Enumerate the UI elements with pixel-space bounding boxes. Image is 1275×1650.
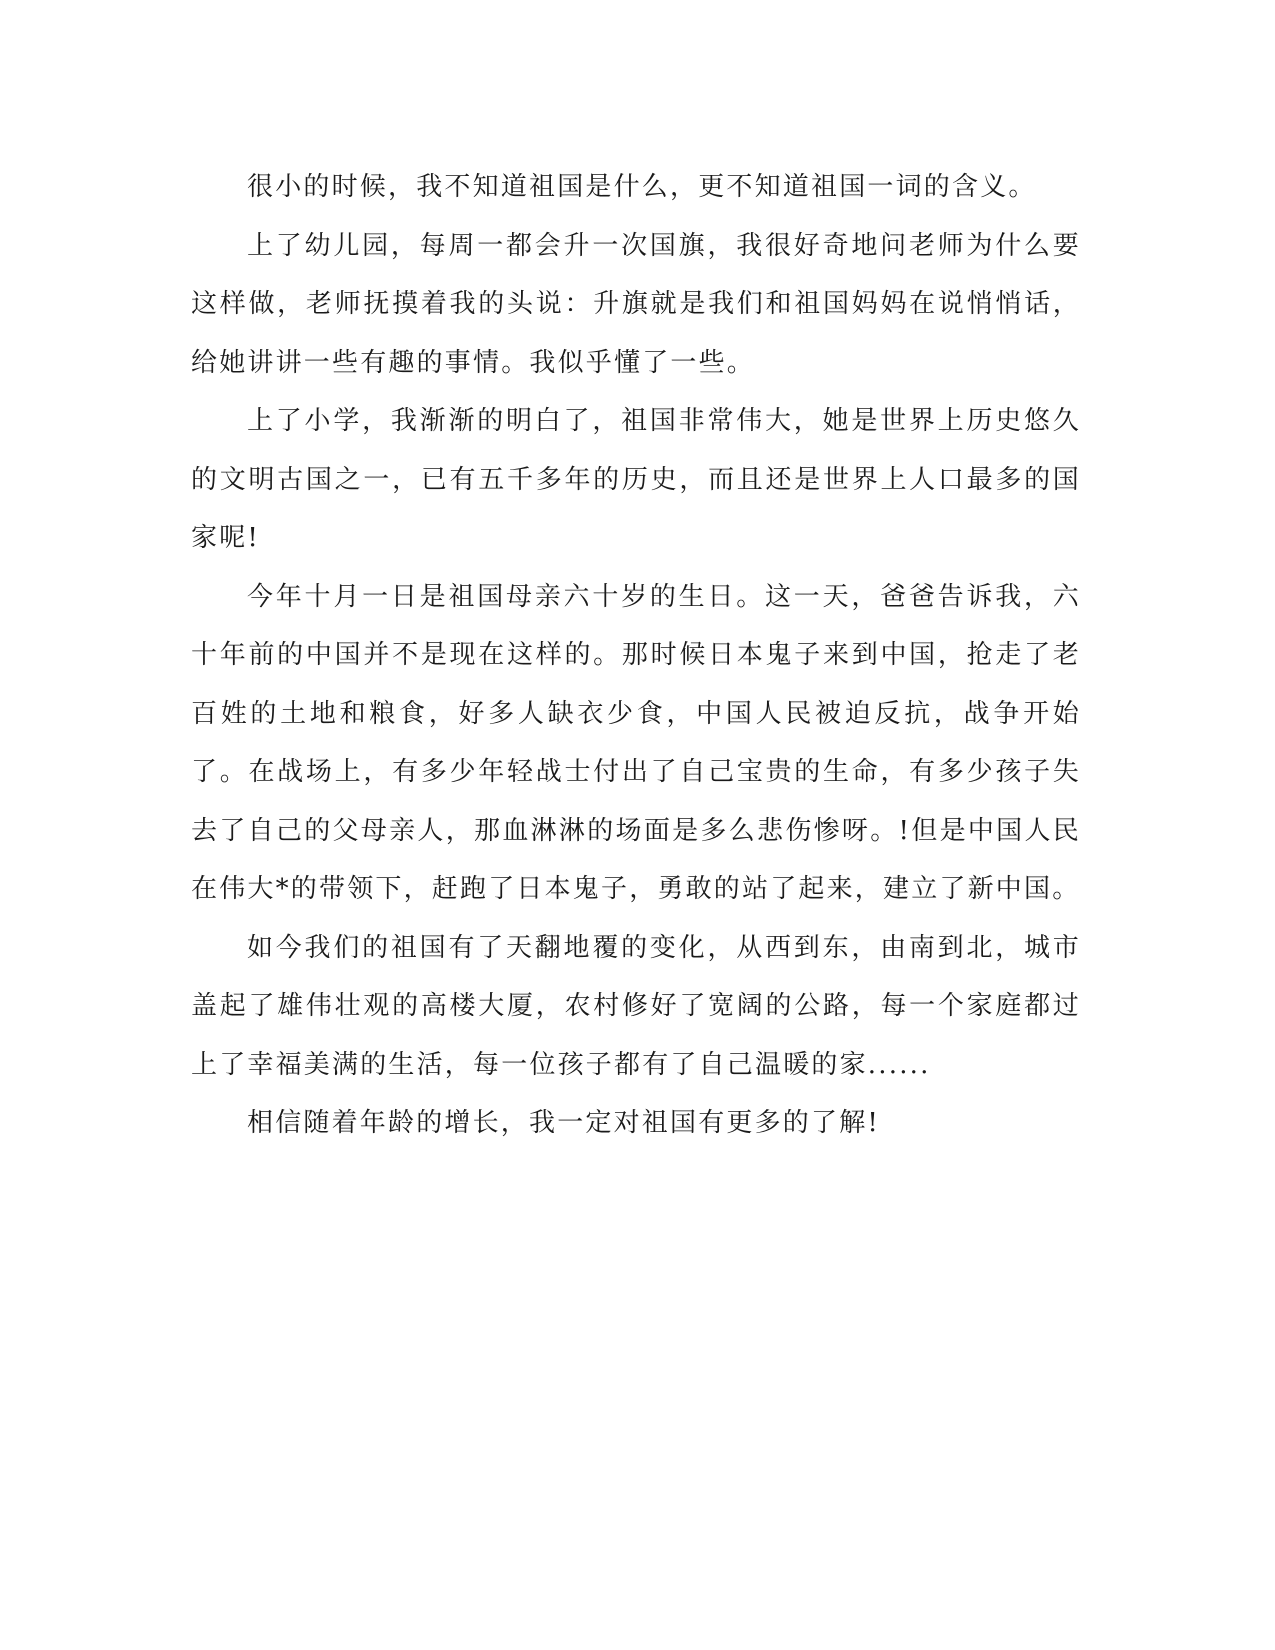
paragraph-1: 很小的时候，我不知道祖国是什么，更不知道祖国一词的含义。 bbox=[247, 172, 1037, 202]
paragraph-4: 今年十月一日是祖国母亲六十岁的生日。这一天，爸爸告诉我，六十年前的中国并不是现在这样的。那时候日本鬼子来到中国，抢走了老百姓的土地和粮食，好多人缺衣少食，中国人民被迫反抗，战争开始了。在战场上，有多少年轻战士付出了自己宝贵的生命，有多少孩子失去了自己的父母亲人，那血淋淋的场面是多么悲伤惨呀。!但是中国人民在伟大*的带领下，赶跑了日本鬼子，勇敢的站了起来，建立了新中国。 bbox=[191, 581, 1081, 904]
document-body bbox=[191, 158, 1081, 1153]
paragraph-2: 上了幼儿园，每周一都会升一次国旗，我很好奇地问老师为什么要这样做，老师抚摸着我的头说：升旗就是我们和祖国妈妈在说悄悄话，给她讲讲一些有趣的事情。我似乎懂了一些。 bbox=[191, 230, 1081, 378]
paragraph-5: 如今我们的祖国有了天翻地覆的变化，从西到东，由南到北，城市盖起了雄伟壮观的高楼大厦，农村修好了宽阔的公路，每一个家庭都过上了幸福美满的生活，每一位孩子都有了自己温暖的家...... bbox=[191, 932, 1081, 1080]
paragraph-3: 上了小学，我渐渐的明白了，祖国非常伟大，她是世界上历史悠久的文明古国之一，已有五千多年的历史，而且还是世界上人口最多的国家呢! bbox=[191, 406, 1081, 553]
paragraph-6: 相信随着年龄的增长，我一定对祖国有更多的了解! bbox=[247, 1108, 881, 1138]
